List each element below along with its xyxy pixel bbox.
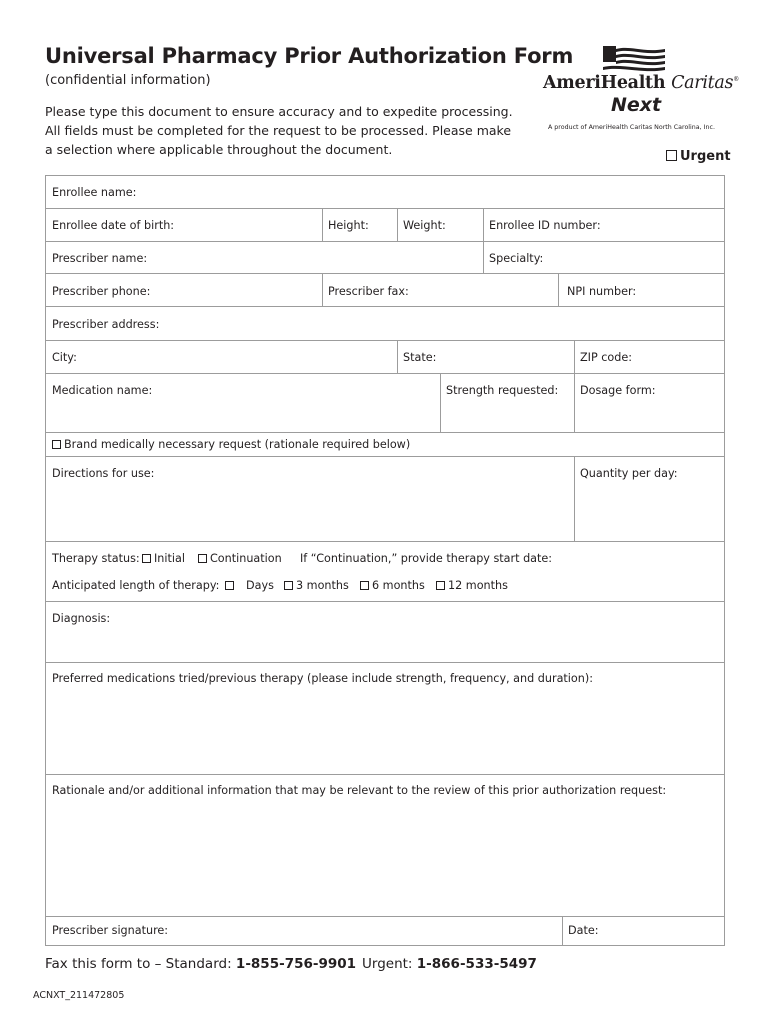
instructions-line: All fields must be completed for the request to be processed. Please make (45, 123, 512, 138)
checkbox-icon[interactable] (225, 581, 234, 590)
three-months-checkbox[interactable]: 3 months (284, 579, 349, 592)
urgent-checkbox[interactable]: Urgent (666, 149, 731, 164)
specialty-field[interactable]: Specialty: (489, 252, 544, 265)
preferred-medications-field[interactable]: Preferred medications tried/previous therapy (please include strength, frequency, and duration): (52, 672, 593, 685)
prescriber-fax-field[interactable]: Prescriber fax: (328, 285, 409, 298)
enrollee-dob-field[interactable]: Enrollee date of birth: (52, 219, 175, 232)
instructions (45, 102, 515, 159)
prescriber-signature-field[interactable]: Prescriber signature: (52, 924, 169, 937)
height-field[interactable]: Height: (328, 219, 369, 232)
state-field[interactable]: State: (403, 351, 437, 364)
strength-requested-field[interactable]: Strength requested: (446, 384, 559, 397)
instructions-line: Please type this document to ensure accuracy and to expedite processing. (45, 104, 513, 119)
medication-name-field[interactable]: Medication name: (52, 384, 153, 397)
twelve-months-checkbox[interactable]: 12 months (436, 579, 508, 592)
dosage-form-field[interactable]: Dosage form: (580, 384, 656, 397)
initial-checkbox[interactable]: Initial (142, 552, 185, 565)
checkbox-icon (142, 554, 151, 563)
weight-field[interactable]: Weight: (403, 219, 446, 232)
prescriber-phone-field[interactable]: Prescriber phone: (52, 285, 151, 298)
city-field[interactable]: City: (52, 351, 77, 364)
six-months-checkbox[interactable]: 6 months (360, 579, 425, 592)
prescriber-address-field[interactable]: Prescriber address: (52, 318, 160, 331)
checkbox-icon (436, 581, 445, 590)
zip-code-field[interactable]: ZIP code: (580, 351, 633, 364)
diagnosis-field[interactable]: Diagnosis: (52, 612, 111, 625)
npi-number-field[interactable]: NPI number: (567, 285, 637, 298)
instructions-line: a selection where applicable throughout the document. (45, 142, 393, 157)
days-option[interactable]: Days (246, 579, 274, 592)
checkbox-icon (284, 581, 293, 590)
therapy-start-date-field[interactable]: If “Continuation,” provide therapy start date: (300, 552, 553, 565)
checkbox-icon (52, 440, 61, 449)
therapy-status-label: Therapy status: (52, 552, 140, 565)
logo-wordmark: AmeriHealth Caritas® (543, 73, 739, 93)
checkbox-icon (666, 150, 677, 161)
rationale-field[interactable]: Rationale and/or additional information that may be relevant to the review of this prior authorization request: (52, 784, 667, 797)
authorization-form (45, 175, 725, 946)
fax-urgent: Urgent: 1-866-533-5497 (362, 956, 537, 972)
flag-icon (603, 46, 667, 74)
checkbox-icon (360, 581, 369, 590)
directions-field[interactable]: Directions for use: (52, 467, 155, 480)
logo-next: Next (611, 94, 662, 116)
checkbox-icon (198, 554, 207, 563)
logo-tagline: A product of AmeriHealth Caritas North Carolina, Inc. (548, 124, 715, 131)
fax-standard: Fax this form to – Standard: 1-855-756-9901 (45, 956, 357, 972)
date-field[interactable]: Date: (568, 924, 599, 937)
form-title: Universal Pharmacy Prior Authorization Form (45, 44, 574, 68)
quantity-per-day-field[interactable]: Quantity per day: (580, 467, 678, 480)
amerihealth-caritas-next-logo (543, 44, 739, 144)
enrollee-name-field[interactable]: Enrollee name: (52, 186, 137, 199)
brand-request-checkbox[interactable]: Brand medically necessary request (rationale required below) (52, 438, 410, 451)
form-subtitle: (confidential information) (45, 73, 211, 88)
enrollee-id-field[interactable]: Enrollee ID number: (489, 219, 601, 232)
document-id: ACNXT_211472805 (33, 990, 125, 1001)
anticipated-length-label: Anticipated length of therapy: (52, 579, 237, 592)
continuation-checkbox[interactable]: Continuation (198, 552, 282, 565)
prescriber-name-field[interactable]: Prescriber name: (52, 252, 148, 265)
